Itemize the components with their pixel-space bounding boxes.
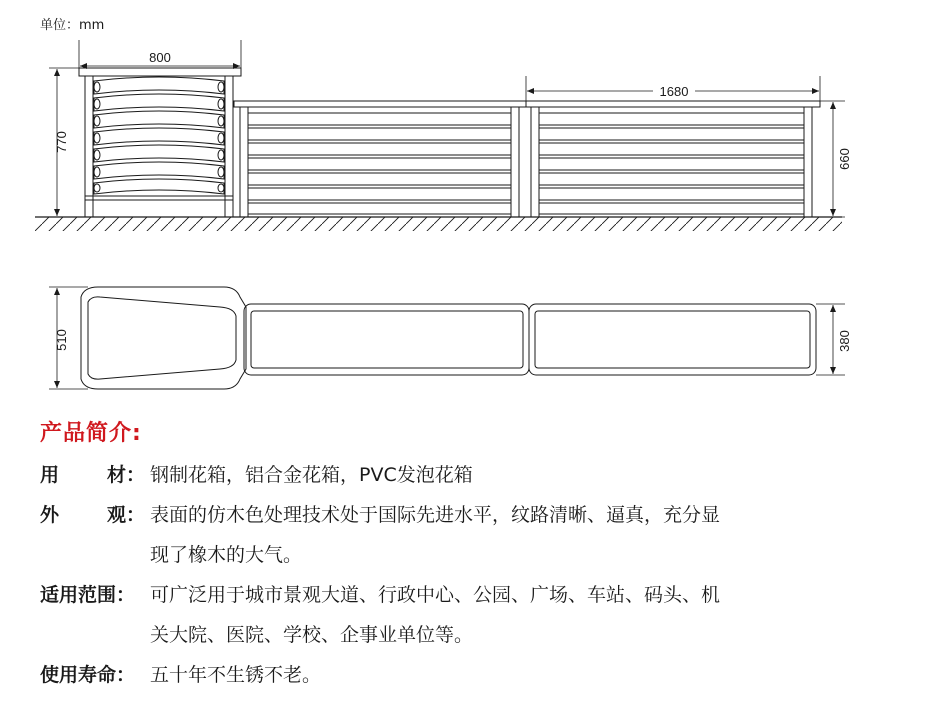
dim-label-bench-height: 660	[837, 148, 852, 170]
intro-title: 产品简介:	[40, 421, 142, 446]
dim-label-planter-depth: 510	[54, 329, 69, 351]
planter-box-front	[79, 68, 241, 217]
spec-applications	[40, 575, 920, 655]
spec-label-applications: 适用范围：	[40, 584, 136, 606]
product-intro	[40, 416, 920, 695]
spec-label-appearance	[40, 495, 145, 535]
spec-value-applications-line-1: 可广泛用于城市景观大道、行政中心、公园、广场、车站、码头、机	[150, 584, 721, 606]
dim-label-planter-width: 800	[149, 50, 171, 65]
spec-label-appearance-char-2: 观：	[106, 504, 145, 526]
bench-segment-1-front	[234, 101, 528, 217]
bench-segment-1-plan	[244, 304, 529, 375]
spec-value-appearance-line-2: 现了橡木的大气。	[150, 544, 303, 566]
bench-segment-2-front	[526, 101, 820, 217]
unit-label: 单位：mm	[40, 18, 105, 33]
planter-box-plan	[81, 287, 246, 389]
spec-label-material	[40, 455, 145, 495]
ground-line	[35, 217, 842, 231]
spec-value-lifespan: 五十年不生锈不老。	[150, 664, 322, 686]
spec-lifespan	[40, 655, 920, 695]
spec-material	[40, 455, 920, 495]
planter-slats	[94, 77, 224, 194]
spec-appearance	[40, 495, 920, 575]
plan-view	[49, 287, 845, 389]
front-elevation	[35, 40, 845, 231]
spec-label-lifespan: 使用寿命：	[40, 664, 136, 686]
dim-label-planter-height: 770	[54, 131, 69, 153]
bench-segment-2-plan	[529, 304, 816, 375]
dim-label-bench-length: 1680	[659, 84, 689, 99]
spec-label-material-char-2: 材：	[106, 464, 145, 486]
spec-label-material-char-1: 用	[40, 464, 60, 486]
spec-value-applications-line-2: 关大院、医院、学校、企事业单位等。	[150, 624, 474, 646]
spec-value-appearance-line-1: 表面的仿木色处理技术处于国际先进水平，纹路清晰、逼真，充分显	[150, 504, 721, 526]
dim-label-bench-depth: 380	[837, 330, 852, 352]
spec-value-material: 钢制花箱，铝合金花箱，PVC发泡花箱	[150, 464, 473, 486]
spec-label-appearance-char-1: 外	[40, 504, 60, 526]
